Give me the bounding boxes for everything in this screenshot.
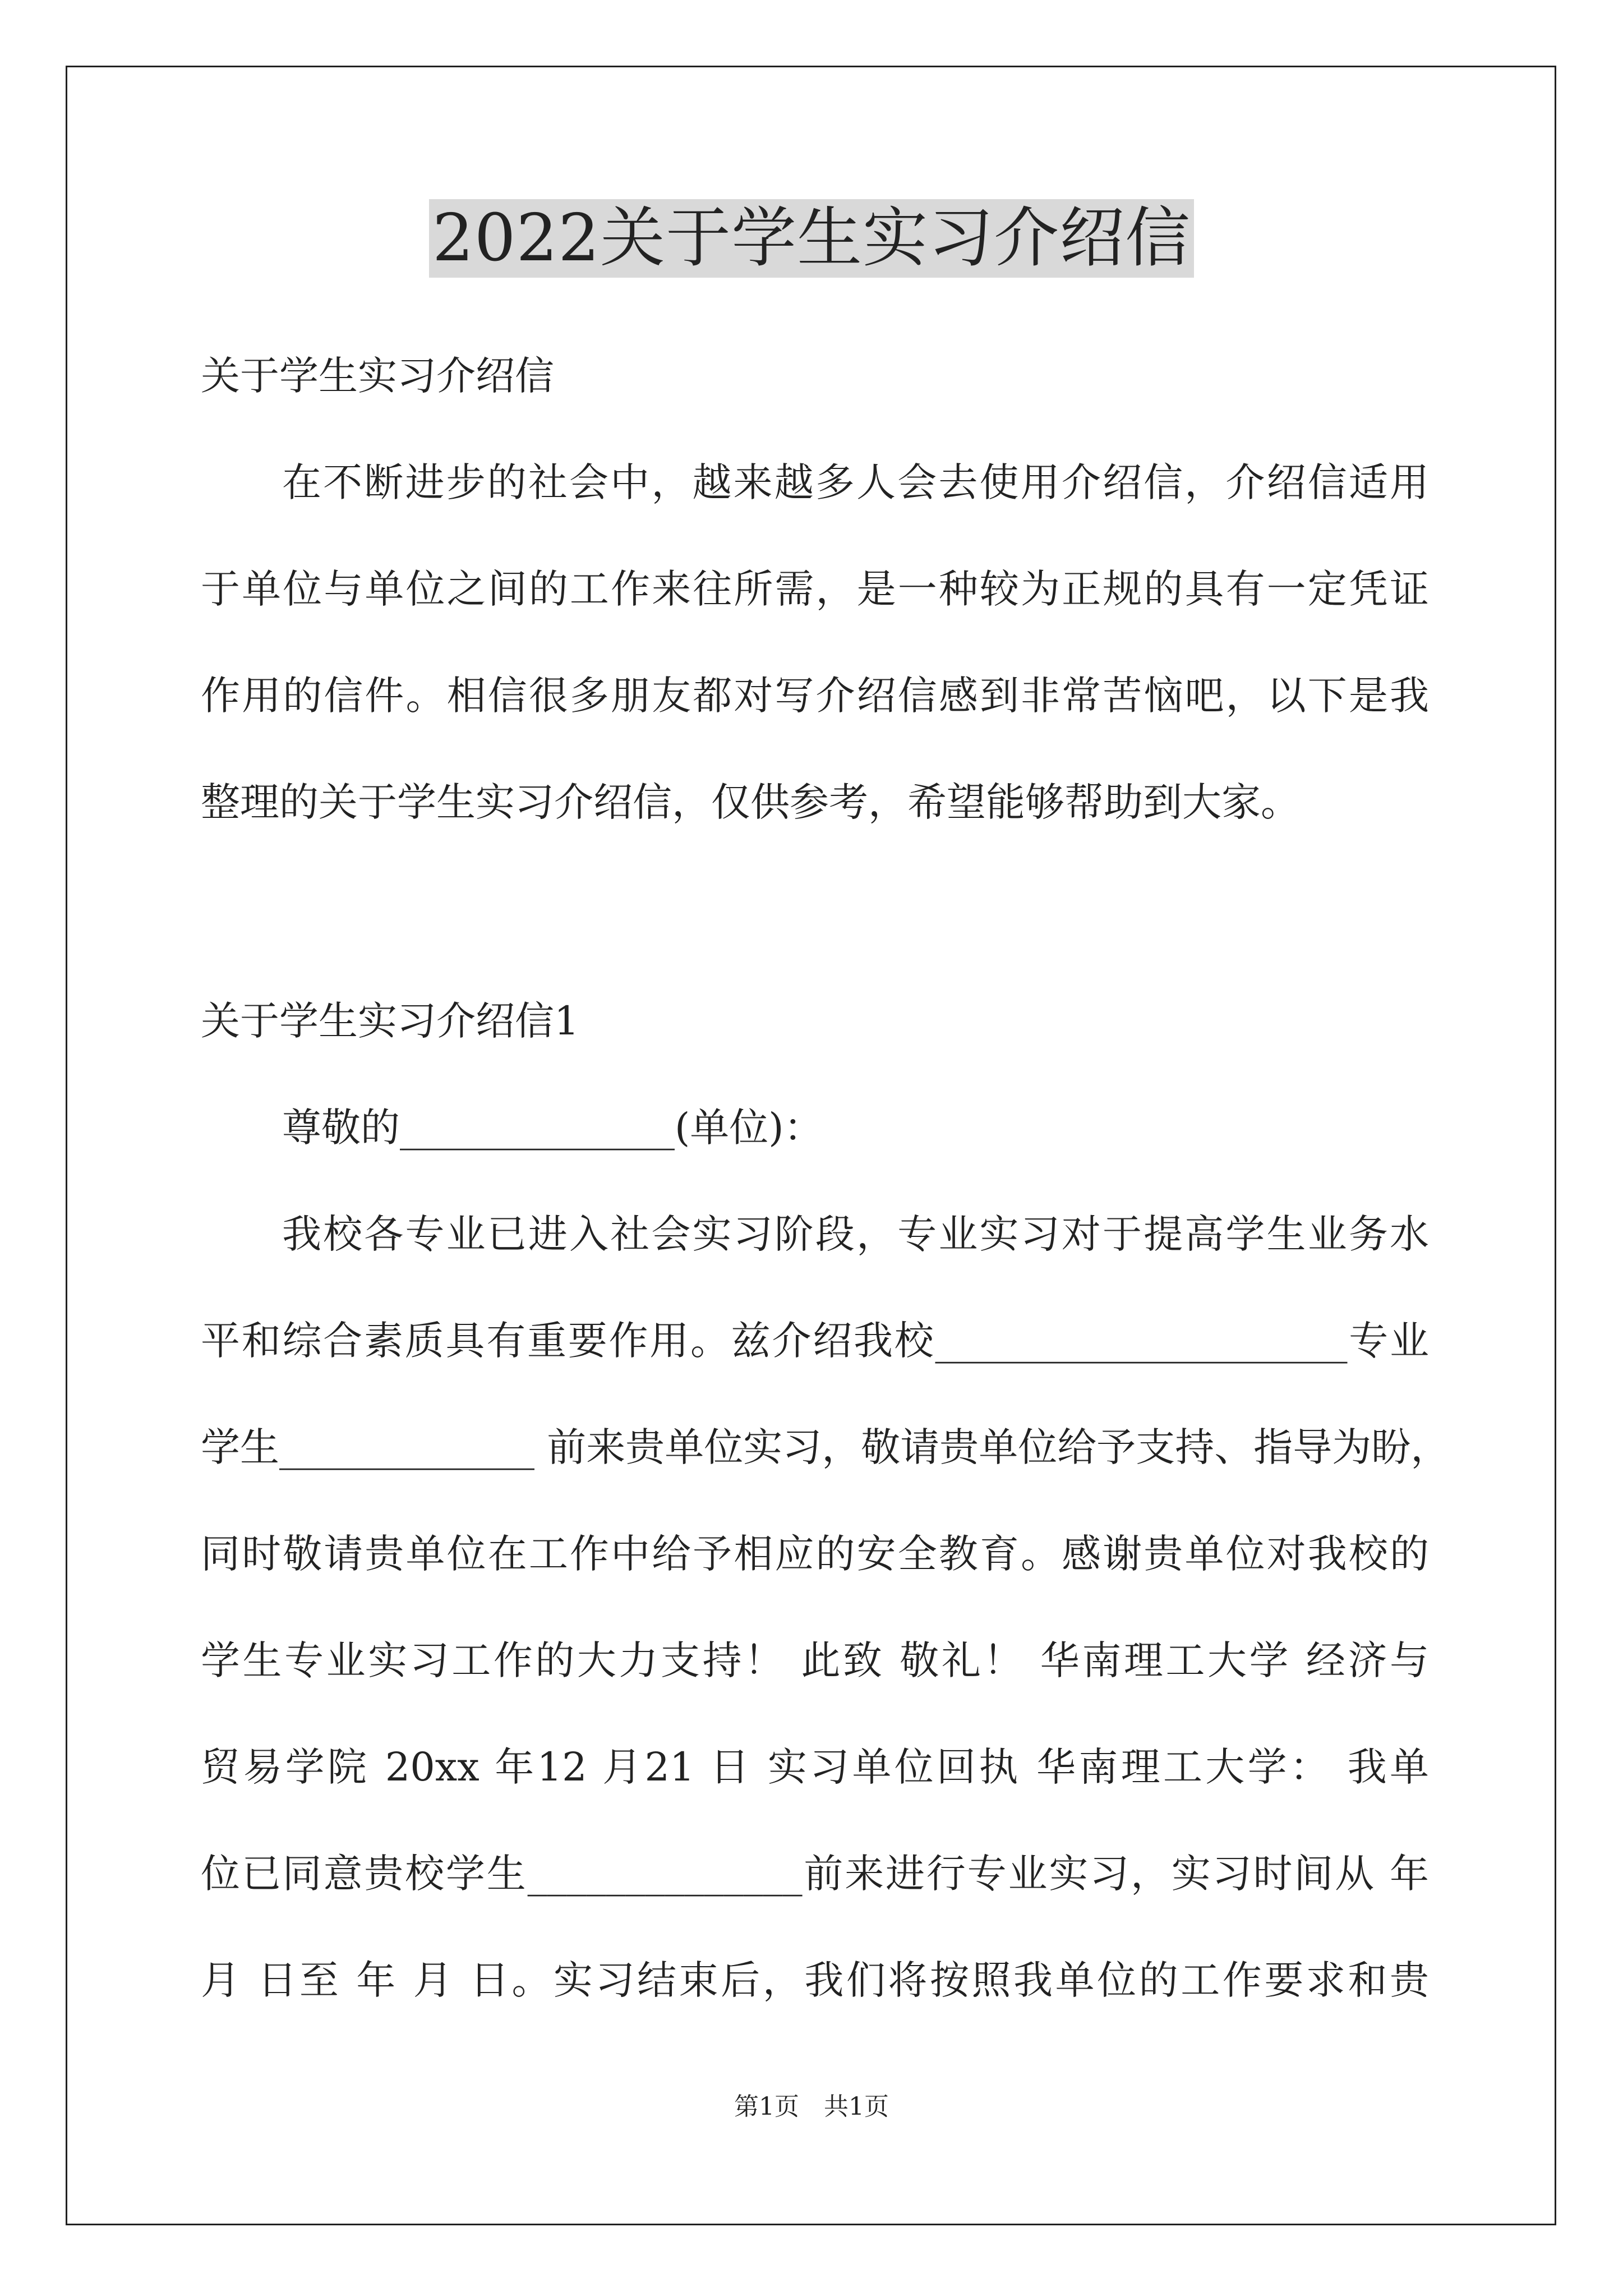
body-line-5: 学生专业实习工作的大力支持！ 此致 敬礼！ 华南理工大学 经济与 [201,1637,1429,1683]
intro-line-2: 于单位与单位之间的工作来往所需，是一种较为正规的具有一定凭证 [201,566,1429,612]
title-container [0,199,1623,278]
salutation: 尊敬的______________(单位)： [282,1105,823,1151]
body-line-7: 位已同意贵校学生______________前来进行专业实习，实习时间从 年 [201,1851,1429,1897]
intro-line-1: 在不断进步的社会中，越来越多人会去使用介绍信，介绍信适用 [282,459,1429,505]
page-number-footer: 第1页 共1页 [734,2092,889,2121]
subtitle: 关于学生实习介绍信 [201,353,554,399]
section-heading: 关于学生实习介绍信1 [201,998,579,1044]
body-line-3: 学生_____________ 前来贵单位实习，敬请贵单位给予支持、指导为盼， [201,1424,1450,1470]
body-line-8: 月 日至 年 月 日。实习结束后，我们将按照我单位的工作要求和贵 [201,1957,1429,2003]
intro-line-4: 整理的关于学生实习介绍信，仅供参考，希望能够帮助到大家。 [201,779,1300,825]
body-line-6: 贸易学院 20xx 年12 月21 日 实习单位回执 华南理工大学： 我单 [201,1744,1429,1790]
body-line-2: 平和综合素质具有重要作用。兹介绍我校_____________________专业 [201,1318,1429,1364]
document-title: 2022关于学生实习介绍信 [429,199,1194,278]
body-line-1: 我校各专业已进入社会实习阶段，专业实习对于提高学生业务水 [282,1211,1429,1257]
body-line-4: 同时敬请贵单位在工作中给予相应的安全教育。感谢贵单位对我校的 [201,1531,1429,1577]
intro-line-3: 作用的信件。相信很多朋友都对写介绍信感到非常苦恼吧，以下是我 [201,673,1429,719]
